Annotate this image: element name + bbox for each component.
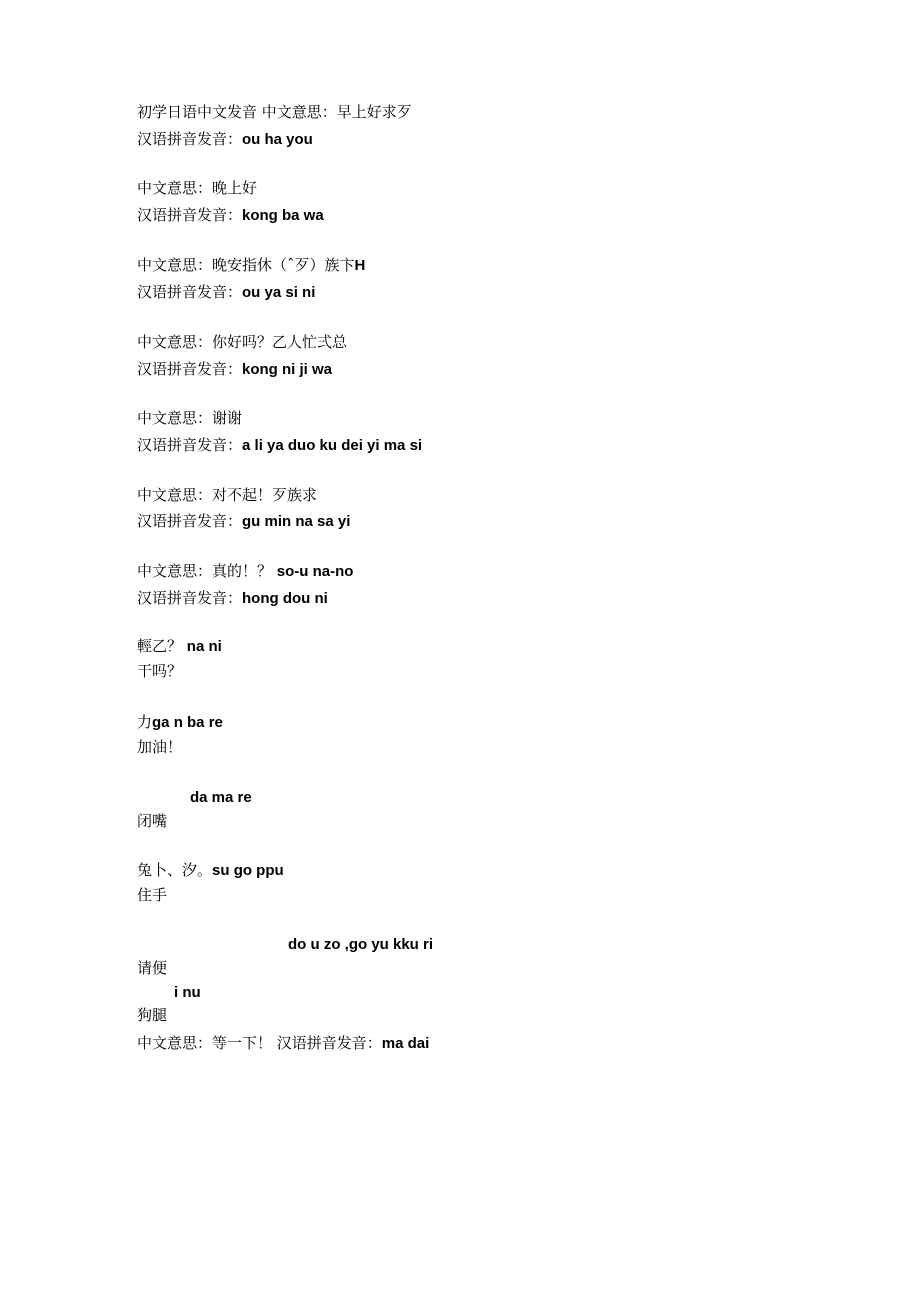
text-line-7 [137, 332, 347, 353]
text-line-4 [137, 205, 324, 226]
text-line-20 [137, 811, 167, 832]
text-line-2 [137, 129, 313, 150]
chinese-text: 力 [137, 713, 153, 731]
text-line-13 [137, 561, 353, 582]
chinese-text: 汉语拼音发音： [137, 206, 243, 224]
text-line-15 [137, 636, 222, 657]
text-line-17 [137, 712, 223, 733]
text-line-3 [137, 178, 257, 199]
text-line-22 [137, 885, 167, 906]
chinese-text: 輕乙？ [137, 637, 187, 655]
text-line-9 [137, 408, 242, 429]
chinese-text: 中文意思：真的！？ [137, 562, 277, 580]
chinese-text: 汉语拼音发音： [137, 589, 243, 607]
chinese-text: 狗腿 [137, 1006, 168, 1024]
chinese-text: 闭嘴 [137, 812, 168, 830]
pinyin-text: kong ba wa [242, 207, 324, 224]
pinyin-text: ou ya si ni [242, 284, 316, 301]
chinese-text: 汉语拼音发音： [137, 512, 243, 530]
pinyin-text: i nu [174, 984, 201, 1001]
pinyin-text: H [354, 257, 366, 274]
chinese-text: 住手 [137, 886, 168, 904]
chinese-text: 兔卜、汐。 [137, 861, 213, 879]
text-line-26 [137, 1005, 167, 1026]
text-line-24 [137, 958, 167, 979]
pinyin-text: da ma re [190, 789, 252, 806]
pinyin-text: su go ppu [212, 862, 284, 879]
text-line-16 [137, 661, 182, 682]
text-line-18 [137, 737, 182, 758]
chinese-text: 中文意思：你好吗？乙人忙弍总 [137, 333, 348, 351]
text-line-12 [137, 511, 350, 532]
pinyin-text: kong ni ji wa [242, 361, 333, 378]
chinese-text: 初学日语中文发音 中文意思：早上好求歹 [137, 103, 412, 121]
pinyin-text: so-u na-no [276, 563, 354, 580]
chinese-text: 中文意思：谢谢 [137, 409, 243, 427]
pinyin-text: ou ha you [242, 131, 313, 148]
pinyin-text: ma dai [381, 1035, 430, 1052]
chinese-text: 汉语拼音发音： [137, 360, 243, 378]
pinyin-text: hong dou ni [242, 590, 328, 607]
chinese-text: 中文意思：对不起！歹族求 [137, 486, 318, 504]
pinyin-text: a li ya duo ku dei yi ma si [242, 437, 423, 454]
chinese-text: 干吗？ [137, 662, 183, 680]
text-line-5 [137, 255, 365, 276]
chinese-text: 汉语拼音发音： [137, 130, 243, 148]
chinese-text: 汉语拼音发音： [137, 283, 243, 301]
chinese-text: 中文意思：晚上好 [137, 179, 258, 197]
text-line-27 [137, 1033, 429, 1054]
text-line-6 [137, 282, 315, 303]
text-line-11 [137, 485, 317, 506]
text-line-19 [190, 787, 252, 808]
pinyin-text: gu min na sa yi [242, 513, 351, 530]
text-line-8 [137, 359, 332, 380]
chinese-text: 请便 [137, 959, 168, 977]
pinyin-text: ga n ba re [152, 714, 223, 731]
text-line-23 [288, 934, 433, 955]
text-line-21 [137, 860, 284, 881]
chinese-text: 汉语拼音发音： [137, 436, 243, 454]
pinyin-text: do u zo ,go yu kku ri [288, 936, 434, 953]
text-line-1 [137, 102, 412, 123]
pinyin-text: na ni [186, 638, 222, 655]
text-line-25 [174, 982, 201, 1003]
text-line-10 [137, 435, 422, 456]
chinese-text: 加油！ [137, 738, 183, 756]
chinese-text: 中文意思：晚安指休（ˆ歹）族卞 [137, 256, 355, 274]
text-line-14 [137, 588, 328, 609]
chinese-text: 中文意思：等一下！ 汉语拼音发音： [137, 1034, 382, 1052]
